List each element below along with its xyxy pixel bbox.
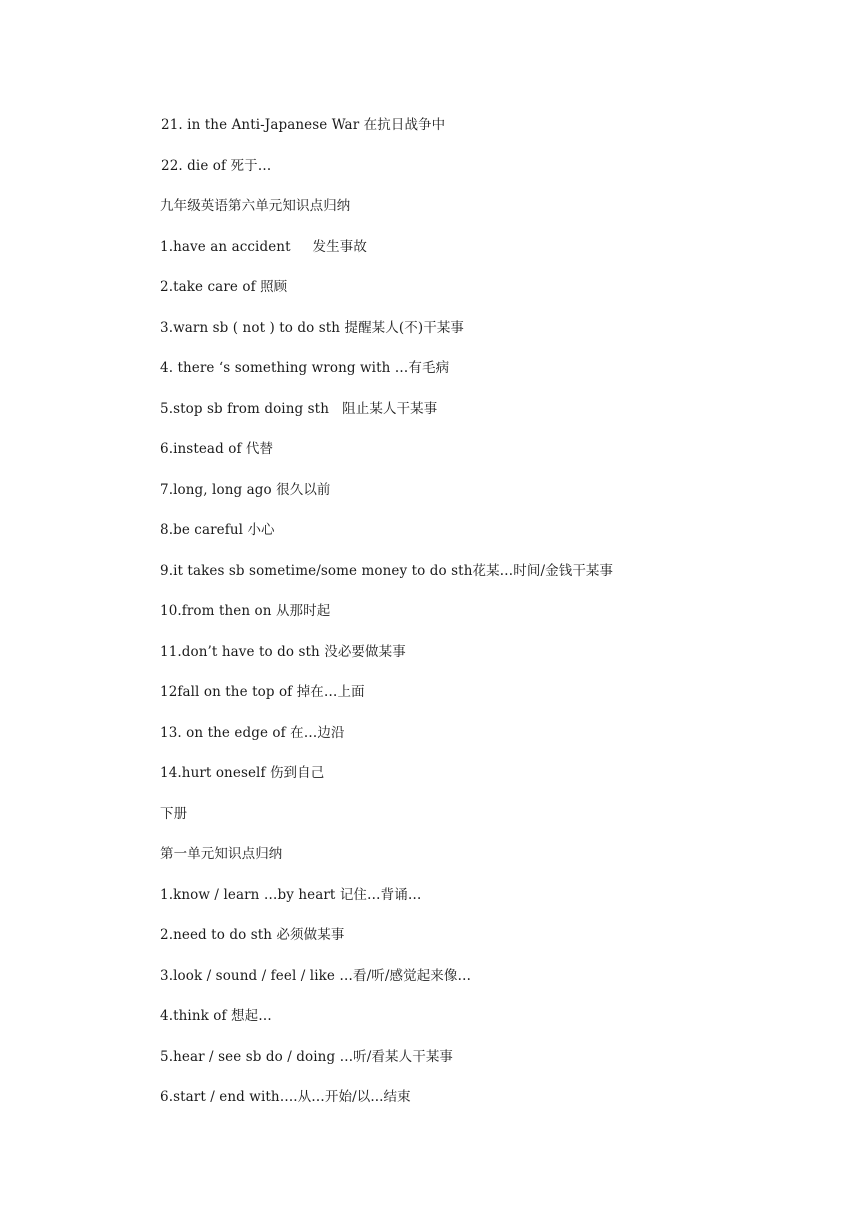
- section-heading: 九年级英语第六单元知识点归纳: [160, 198, 351, 214]
- text-line: 3.look / sound / feel / like …看/听/感觉起来像…: [160, 967, 472, 984]
- text-line: 6.start / end with….从…开始/以...结束: [160, 1089, 411, 1105]
- text-line: 2.take care of 照顾: [160, 279, 288, 295]
- section-heading: 下册: [160, 805, 188, 822]
- section-heading: 第一单元知识点归纳: [160, 846, 283, 862]
- text-line: 5.hear / see sb do / doing …听/看某人干某事: [160, 1048, 454, 1065]
- text-line: 5.stop sb from doing sth 阻止某人干某事: [160, 400, 438, 417]
- text-line: 14.hurt oneself 伤到自己: [160, 765, 325, 781]
- text-line: 7.long, long ago 很久以前: [160, 481, 331, 498]
- text-line: 9.it takes sb sometime/some money to do sth花某…时间/金钱干某事: [160, 562, 614, 579]
- text-line: 12fall on the top of 掉在…上面: [160, 684, 365, 700]
- document-body: [160, 112, 820, 1125]
- text-line: 1.have an accident 发生事故: [160, 238, 367, 255]
- text-line: 6.instead of 代替: [160, 441, 274, 457]
- text-line: 11.don’t have to do sth 没必要做某事: [160, 643, 406, 660]
- text-line: 4.think of 想起…: [160, 1008, 272, 1024]
- text-line: 8.be careful 小心: [160, 522, 275, 538]
- text-line: 21. in the Anti-Japanese War 在抗日战争中: [161, 117, 446, 133]
- text-line: 4. there ‘s something wrong with …有毛病: [160, 360, 450, 376]
- text-line: 1.know / learn …by heart 记住…背诵…: [160, 886, 422, 903]
- text-line: 13. on the edge of 在…边沿: [160, 724, 345, 741]
- text-line: 2.need to do sth 必须做某事: [160, 927, 345, 943]
- text-line: 22. die of 死于…: [161, 157, 272, 174]
- text-line: 3.warn sb ( not ) to do sth 提醒某人(不)干某事: [160, 319, 465, 336]
- text-line: 10.from then on 从那时起: [160, 603, 331, 619]
